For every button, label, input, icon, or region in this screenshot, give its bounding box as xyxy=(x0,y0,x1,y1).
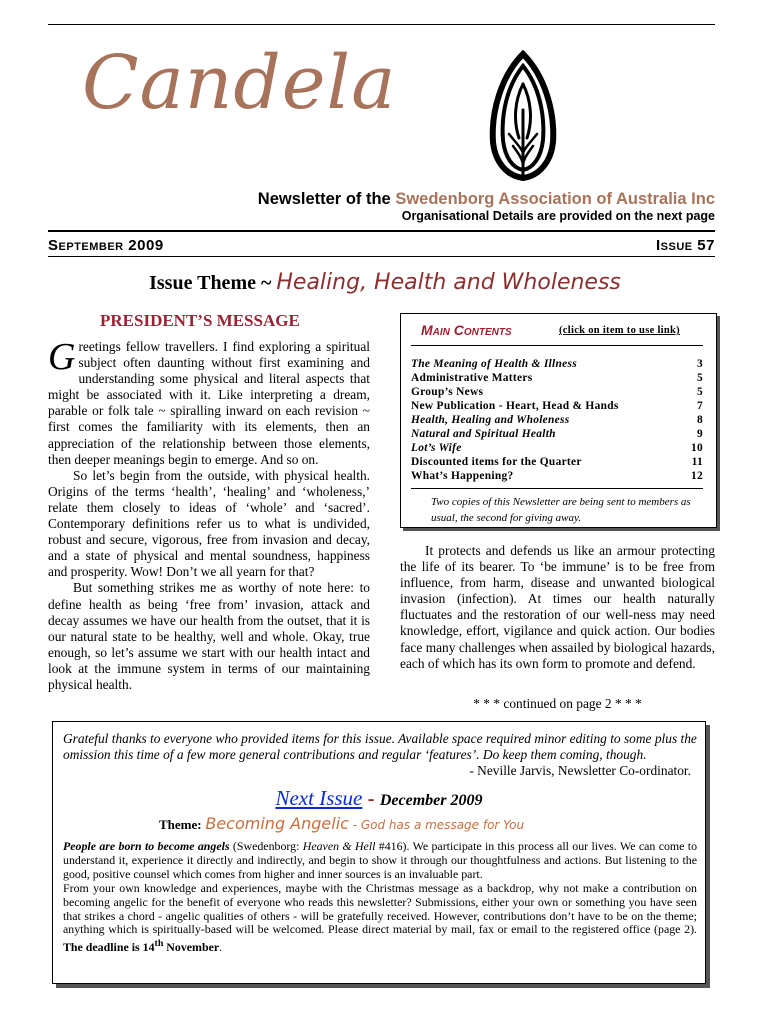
issue-theme xyxy=(0,270,770,295)
right-column-text xyxy=(400,543,715,672)
next-issue-heading xyxy=(53,786,705,811)
theme-title: Healing, Health and Wholeness xyxy=(276,270,621,295)
continued-note: * * * continued on page 2 * * * xyxy=(473,696,642,711)
main-contents-box xyxy=(400,313,717,528)
main-contents-heading: Main Contents xyxy=(421,322,512,338)
presidents-message-column xyxy=(48,336,370,693)
contents-item[interactable]: Group’s News 5 xyxy=(411,386,703,398)
coordinator-signature: - Neville Jarvis, Newsletter Co-ordinator. xyxy=(469,763,691,778)
next-issue-theme xyxy=(159,814,524,834)
next-issue-body xyxy=(63,840,697,955)
organisational-note: Organisational Details are provided on the next page xyxy=(401,209,715,223)
next-issue-paragraph-1: People are born to become angels (Swedenborg: Heaven & Hell #416). We participate in this process all our lives. We can come to understand it, experience it directly and indirectly, and begin to show it through our thoughtfulness and actions. But listening to the good, positive counsel which comes from higher and inner sources is an invaluable part. xyxy=(63,839,698,881)
subtitle-prefix: Newsletter of the xyxy=(257,190,391,208)
next-theme-subtitle: - God has a message for You xyxy=(352,818,525,832)
theme-prefix: Issue Theme ~ xyxy=(149,272,272,294)
right-paragraph-1: It protects and defends us like an armour protecting the life of its bearer. To ‘be immune’ is to be free from influence, from harm, disease and unwanted biological invasion (infection). At times our health naturally fluctuates and the restoration of our well-ness may need knowledge, effort, vigilance and quick action. Our bodies face many challenges when assailed by biological hazards, each of which has its own form to promote and defend. xyxy=(400,543,715,671)
drop-cap: G xyxy=(48,336,76,378)
masthead-title: Candela xyxy=(82,40,397,126)
issue-bar-top-rule xyxy=(48,230,715,232)
contents-item[interactable]: Discounted items for the Quarter 11 xyxy=(411,456,703,468)
next-issue-box xyxy=(52,721,706,984)
message-paragraph-2: So let’s begin from the outside, with physical health. Origins of the terms ‘health’, ‘healing’ and ‘wholeness,’ relate them closely to ideas of ‘whole’ and ‘sacred’. Contemporary definitions refer us to what is undivided, robust and secure, vigorous, free from invasion and decay, and a state of physical and mental soundness, happiness and prosperity. Wow! Don’t we all yearn for that? xyxy=(48,467,370,580)
message-paragraph-1: reetings fellow travellers. I find exploring a spiritual subject often daunting without first examining and understanding some physical and literal aspects that might be associated with it. Like interpreting a dream, parable or folk tale ~ spiralling inward on each revision ~ first comes the familiarity with its elements, then an appreciation of the relationship between those elements, then deeper meanings begin to emerge. And so on. xyxy=(48,339,370,467)
contents-item[interactable]: Natural and Spiritual Health 9 xyxy=(411,428,703,440)
message-paragraph-3: But something strikes me as worthy of note here: to define health as being ‘free from’ invasion, attack and decay assumes we have our health from the outset, that it is our natural state to be healthy, well and whole. Okay, true enough, so let’s assume we start with our health intact and look at the immune system in terms of our maintaining physical health. xyxy=(48,580,370,692)
contents-item[interactable]: What’s Happening? 12 xyxy=(411,470,703,482)
issue-date: September 2009 xyxy=(48,237,164,254)
click-note: (click on item to use link) xyxy=(559,325,680,336)
contents-item[interactable]: Administrative Matters 5 xyxy=(411,372,703,384)
newsletter-subtitle xyxy=(0,190,715,209)
next-issue-link[interactable]: Next Issue xyxy=(275,786,363,810)
next-theme-title: Becoming Angelic xyxy=(205,814,349,833)
next-issue-date: December 2009 xyxy=(379,792,483,809)
issue-bar-bottom-rule xyxy=(48,256,715,257)
theme-label: Theme: xyxy=(159,817,202,832)
flame-emblem-logo xyxy=(487,50,559,182)
copies-note: Two copies of this Newsletter are being sent to members as usual, the second for giving away. xyxy=(431,496,691,524)
thanks-text: Grateful thanks to everyone who provided items for this issue. Available space required minor editing to some plus the omission this time of a few more general contributions and regular ‘features’. Do keep them coming, though. xyxy=(63,731,697,763)
contents-item[interactable]: The Meaning of Health & Illness 3 xyxy=(411,358,703,370)
next-issue-paragraph-2: From your own knowledge and experiences, maybe with the Christmas message as a backdrop, why not make a contribution on becoming angelic for the benefit of everyone who reads this newsletter? Submissions, either your own or something you have seen that strikes a chord - angelic qualities of others - will be gratefully received. However, contributions don’t have to be on the theme; anything which is spiritually-based will be welcomed. Please direct material by mail, fax or email to the registered office (page 2). The deadline is 14th November. xyxy=(63,880,697,955)
contents-list xyxy=(411,357,703,483)
top-rule xyxy=(48,24,715,25)
issue-number: Issue 57 xyxy=(656,237,715,254)
contents-item[interactable]: New Publication - Heart, Head & Hands 7 xyxy=(411,400,703,412)
contents-divider-top xyxy=(411,345,703,346)
contents-item[interactable]: Lot’s Wife 10 xyxy=(411,442,703,454)
organisation-name: Swedenborg Association of Australia Inc xyxy=(395,190,715,208)
presidents-message-heading: PRESIDENT’S MESSAGE xyxy=(100,311,300,330)
next-issue-dash: - xyxy=(367,786,375,810)
deadline: The deadline is 14th November xyxy=(63,938,220,955)
contents-divider-bottom xyxy=(411,488,703,489)
contents-item[interactable]: Health, Healing and Wholeness 8 xyxy=(411,414,703,426)
